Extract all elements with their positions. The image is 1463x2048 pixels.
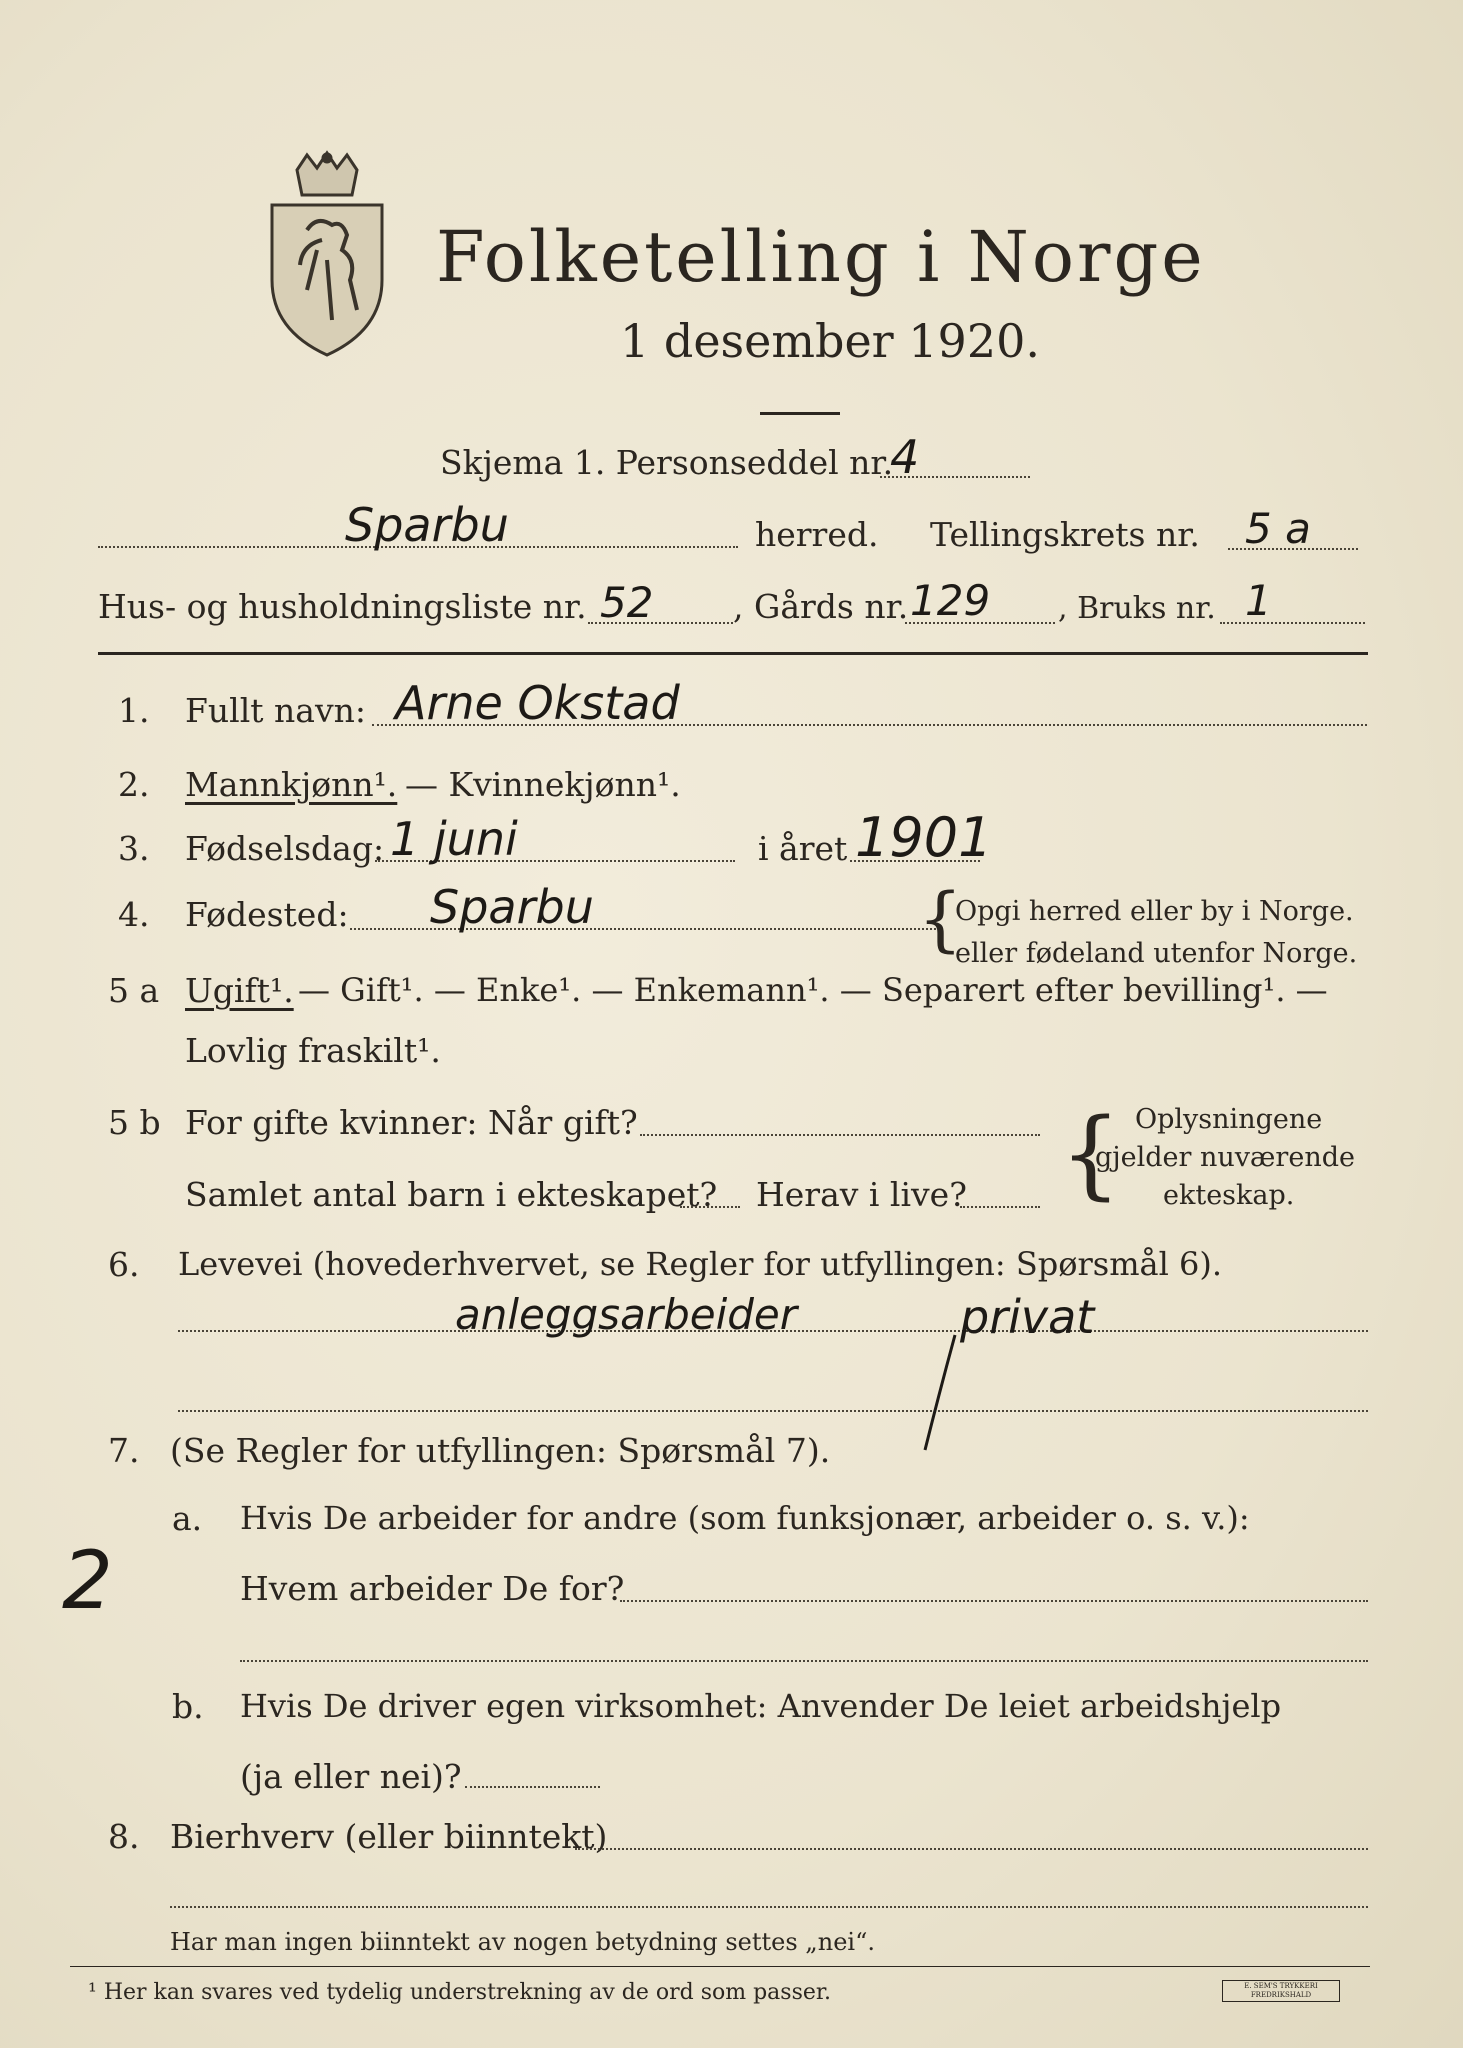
norwegian-lion-crest-icon — [262, 150, 392, 360]
hus-label: Hus- og husholdningsliste nr. — [98, 587, 587, 626]
q8-number: 8. — [108, 1817, 140, 1856]
q4-number: 4. — [118, 895, 150, 934]
q5b-alive-label: Herav i live? — [756, 1175, 967, 1214]
q5a-lovlig-fraskilt: Lovlig fraskilt¹. — [185, 1031, 441, 1070]
q4-note-line2: eller fødeland utenfor Norge. — [955, 938, 1358, 969]
form-date: 1 desember 1920. — [620, 314, 1040, 368]
skjema-label: Skjema 1. Personseddel nr. — [440, 443, 894, 482]
gards-label: , Gårds nr. — [733, 587, 909, 626]
q8-label: Bierhverv (eller biinntekt) — [170, 1817, 608, 1856]
q5b-married-label: For gifte kvinner: Når gift? — [185, 1103, 638, 1142]
bruks-label: , Bruks nr. — [1058, 591, 1216, 626]
note-nei: Har man ingen biinntekt av nogen betydning settes „nei“. — [170, 1928, 875, 1956]
printer-stamp: E. SEM'S TRYKKERI FREDRIKSHALD — [1222, 1980, 1340, 2002]
q2-female-option: — Kvinnekjønn¹. — [405, 765, 681, 804]
tellingskrets-label: Tellingskrets nr. — [930, 515, 1200, 554]
tellingskrets-value: 5 a — [1245, 504, 1311, 553]
personseddel-number: 4 — [890, 430, 920, 484]
q3-birth-year: 1901 — [855, 806, 993, 869]
bruks-value: 1 — [1245, 576, 1272, 625]
q5a-ugift-option: Ugift¹. — [185, 971, 294, 1010]
footnote: ¹ Her kan svares ved tydelig understrekning av de ord som passer. — [88, 1980, 831, 2005]
gards-value: 129 — [910, 576, 991, 625]
q1-number: 1. — [118, 691, 150, 730]
q1-label: Fullt navn: — [185, 691, 366, 730]
q6-occupation: anleggsarbeider — [455, 1290, 798, 1339]
herred-value: Sparbu — [345, 498, 509, 552]
q7b-text: Hvis De driver egen virksomhet: Anvender De leiet arbeidshjelp — [240, 1687, 1282, 1725]
q7a-letter: a. — [172, 1499, 203, 1538]
q7b-letter: b. — [172, 1687, 204, 1726]
q7a-text: Hvis De arbeider for andre (som funksjonær, arbeider o. s. v.): — [240, 1499, 1250, 1537]
q5b-note-line1: Oplysningene — [1135, 1104, 1323, 1135]
q3-birth-date: 1 juni — [390, 812, 518, 866]
q5a-number: 5 a — [108, 971, 160, 1010]
q4-birthplace: Sparbu — [430, 880, 594, 934]
q5b-note-line3: ekteskap. — [1163, 1180, 1295, 1211]
herred-label: herred. — [755, 515, 879, 554]
q6-number: 6. — [108, 1245, 140, 1284]
title-divider — [760, 412, 840, 415]
q6-occupation-note: privat — [960, 1290, 1095, 1344]
q2-male-option: Mannkjønn¹. — [185, 765, 398, 804]
header-rule — [98, 652, 1368, 655]
q7-number: 7. — [108, 1431, 140, 1470]
q5b-children-label: Samlet antal barn i ekteskapet? — [185, 1175, 718, 1214]
q6-pen-stroke — [905, 1330, 965, 1460]
q3-label: Fødselsdag: — [185, 829, 385, 868]
q5b-note-line2: gjelder nuværende — [1095, 1142, 1355, 1173]
q2-number: 2. — [118, 765, 150, 804]
q7-label: (Se Regler for utfyllingen: Spørsmål 7). — [170, 1431, 831, 1470]
q3-year-label: i året — [758, 829, 848, 868]
q3-number: 3. — [118, 829, 150, 868]
q1-full-name: Arne Okstad — [395, 676, 680, 730]
q5a-other-options: — Gift¹. — Enke¹. — Enkemann¹. — Separert efter bevilling¹. — — [298, 971, 1328, 1009]
hus-value: 52 — [600, 578, 654, 627]
q7-margin-mark: 2 — [62, 1534, 113, 1627]
form-title: Folketelling i Norge — [436, 216, 1206, 298]
q4-note-line1: Opgi herred eller by i Norge. — [955, 896, 1354, 927]
q4-label: Fødested: — [185, 895, 349, 934]
q5b-number: 5 b — [108, 1103, 161, 1142]
footnote-rule — [70, 1966, 1370, 1967]
census-form: Folketelling i Norge 1 desember 1920. Skjema 1. Personseddel nr. 4 Sparbu herred. Tellingskrets nr. 5 a Hus- og husholdningsliste nr. 52 , Gårds nr. 129 , Bruks nr. 1 1. Fullt navn: Arne Okstad 2. Mannkjønn¹. — Kvinnekjønn¹. 3. Fødselsdag: 1 juni i året 1901 4. Fødested: Sparbu { Opgi herred eller by i Norge. eller fødeland utenfor Norge. 5 a Ugift¹. — Gift¹. — Enke¹. — Enkemann¹. — Separert efter bevilling¹. — Lovlig fraskilt¹. 5 b For gifte kvinner: Når gift? Samlet antal barn i ekteskapet? Herav i live? { Oplysningene gjelder nuværende ekteskap. 6. Levevei (hovederhvervet, se Regler for utfyllingen: Spørsmål 6). anleggsarbeider privat 7. (Se Regler for utfyllingen: Spørsmål 7). a. Hvis De arbeider for andre (som funksjonær, arbeider o. s. v.): Hvem arbeider De for? 2 b. Hvis De driver egen virksomhet: Anvender De leiet arbeidshjelp (ja eller nei)? 8. Bierhverv (eller biinntekt) Har man ingen biinntekt av nogen betydning settes „nei“. ¹ Her kan svares ved tydelig understrekning av de ord som passer. E. SEM'S TRYKKERI FREDRIKSHALD — [0, 0, 1463, 2048]
q6-label: Levevei (hovederhvervet, se Regler for utfyllingen: Spørsmål 6). — [178, 1245, 1223, 1283]
q7b-question: (ja eller nei)? — [240, 1757, 462, 1796]
q7a-employer-label: Hvem arbeider De for? — [240, 1569, 625, 1608]
